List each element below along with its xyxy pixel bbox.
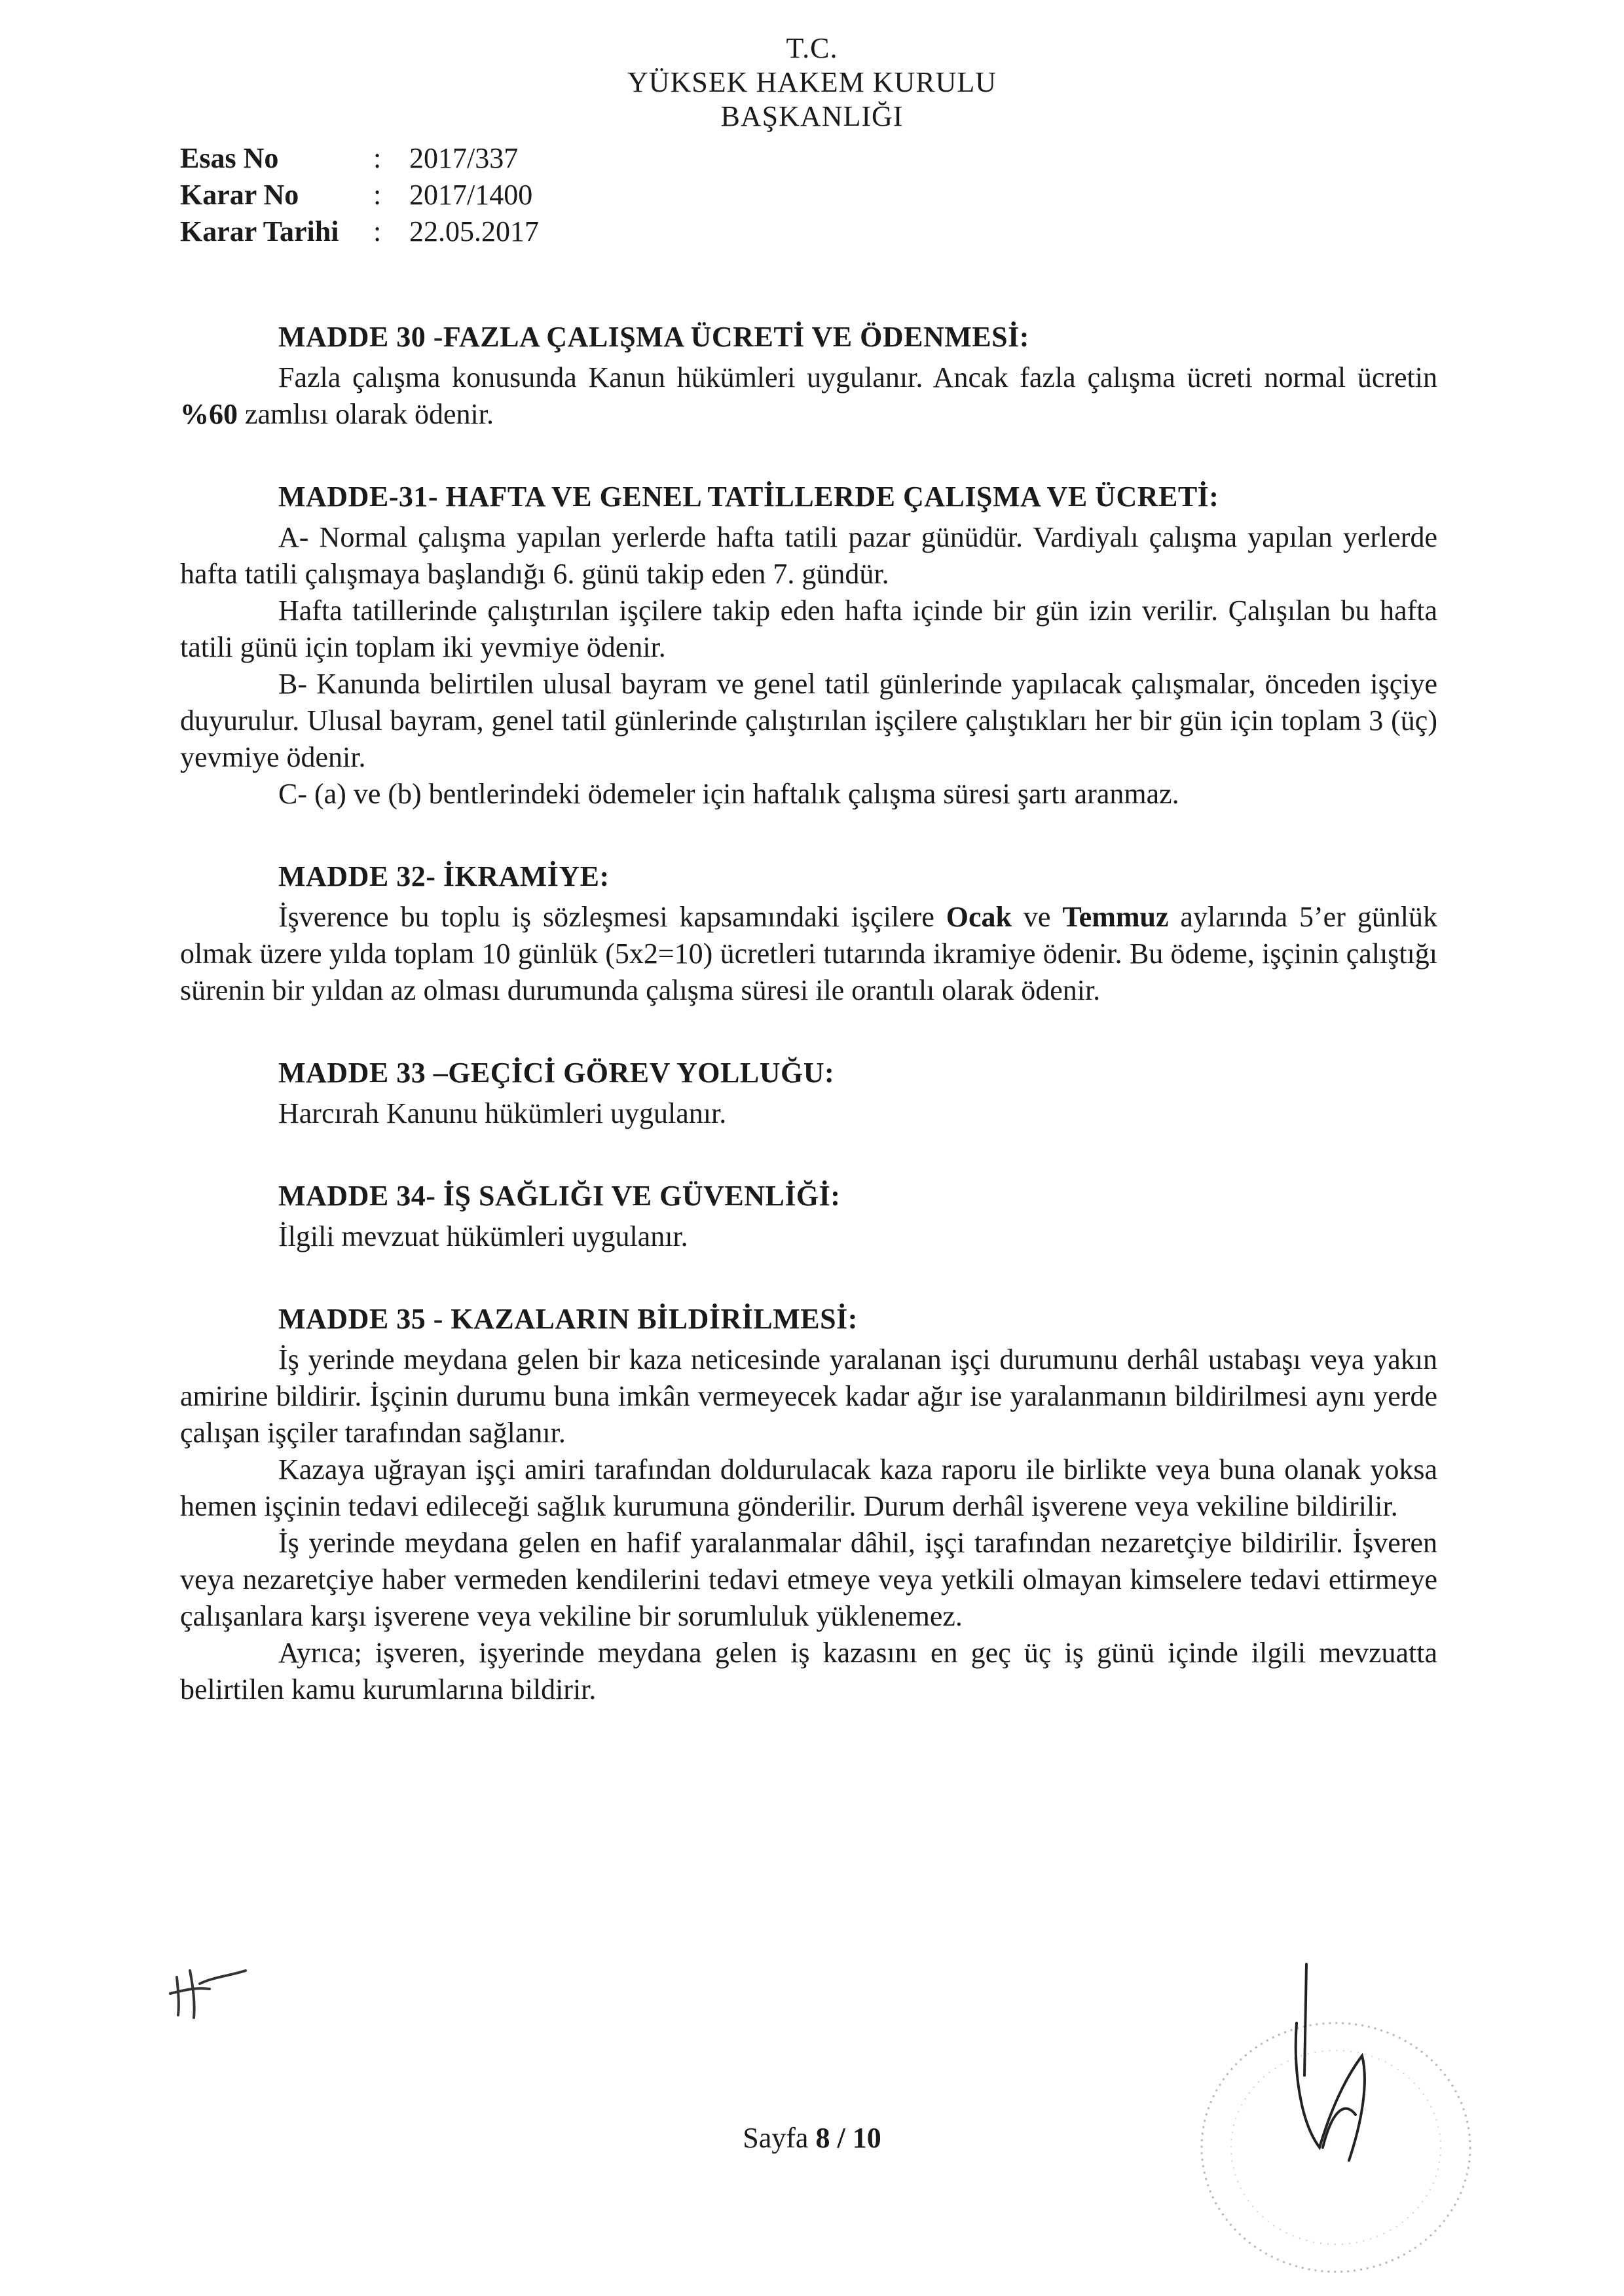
paragraph-text: aylarında 5’er günlük olmak üzere yılda toplam 10 günlük (5x2=10) ücretleri tutarında ikramiye ödenir. Bu ödeme, işçinin çalıştığı sürenin bir yıldan az olması durumunda çalışma süresi ile orantılı olarak ödenir. (180, 901, 1437, 1006)
page-separator: / (837, 2122, 845, 2154)
paragraph-emphasis: Ocak (946, 901, 1012, 933)
paragraph-text: ve (1012, 901, 1063, 933)
article-33 (180, 1055, 1437, 1132)
article-paragraph: A- Normal çalışma yapılan yerlerde hafta tatili pazar günüdür. Vardiyalı çalışma yapılan yerlerde hafta tatili çalışmaya başlandığı 6. günü takip eden 7. gündür. (180, 521, 1437, 590)
case-info (180, 140, 606, 250)
article-34 (180, 1178, 1437, 1255)
article-paragraph: B- Kanunda belirtilen ulusal bayram ve genel tatil günlerinde yapılacak çalışmalar, önceden işçiye duyurulur. Ulusal bayram, genel tatil günlerinde çalıştırılan işçilere çalıştıkları her bir gün için toplam 3 (üç) yevmiye ödenir. (180, 668, 1437, 773)
paragraph-text: Fazla çalışma konusunda Kanun hükümleri uygulanır. Ancak fazla çalışma ücreti normal ücretin (278, 361, 1437, 393)
paragraph-text: İşverence bu toplu iş sözleşmesi kapsamındaki işçilere (278, 901, 946, 933)
article-title: MADDE 35 - KAZALARIN BİLDİRİLMESİ: (278, 1303, 858, 1335)
header-institution: YÜKSEK HAKEM KURULU (627, 66, 997, 98)
paragraph-emphasis: %60 (180, 398, 238, 430)
case-colon: : (373, 179, 382, 211)
article-title: MADDE 34- İŞ SAĞLIĞI VE GÜVENLİĞİ: (278, 1180, 841, 1212)
article-title: MADDE-31- HAFTA VE GENEL TATİLLERDE ÇALIŞMA VE ÜCRETİ: (278, 481, 1219, 513)
paragraph-text: zamlısı olarak ödenir. (238, 398, 494, 430)
article-paragraph: İş yerinde meydana gelen en hafif yaralanmalar dâhil, işçi tarafından nezaretçiye bildirilir. İşveren veya nezaretçiye haber vermeden kendilerini tedavi etmeye veya yetkili olmayan kimselere tedavi ettirmeye çalışanlara karşı işverene veya vekiline bir sorumluluk yüklenemez. (180, 1527, 1437, 1632)
article-paragraph: C- (a) ve (b) bentlerindeki ödemeler için haftalık çalışma süresi şartı aranmaz. (278, 778, 1179, 810)
article-paragraph: Hafta tatillerinde çalıştırılan işçilere takip eden hafta içinde bir gün izin verilir. Çalışılan bu hafta tatili günü için toplam iki yevmiye ödenir. (180, 594, 1437, 663)
paragraph-emphasis: Temmuz (1062, 901, 1169, 933)
case-row-karar (180, 177, 606, 213)
case-label: Karar No (180, 179, 299, 211)
article-paragraph: İlgili mevzuat hükümleri uygulanır. (278, 1220, 688, 1252)
page-total: 10 (852, 2122, 881, 2154)
article-title: MADDE 30 -FAZLA ÇALIŞMA ÜCRETİ VE ÖDENMESİ: (278, 321, 1029, 353)
article-title: MADDE 32- İKRAMİYE: (278, 860, 610, 892)
document-header (0, 31, 1624, 134)
case-colon: : (373, 215, 382, 247)
case-row-tarih (180, 213, 606, 250)
article-32 (180, 858, 1437, 1009)
page-number (0, 2120, 1624, 2157)
document-body (180, 319, 1437, 1708)
case-colon: : (373, 142, 382, 174)
case-value: 22.05.2017 (409, 215, 539, 247)
case-label: Esas No (180, 142, 279, 174)
case-label: Karar Tarihi (180, 215, 339, 247)
article-paragraph: Ayrıca; işveren, işyerinde meydana gelen iş kazasını en geç üç iş günü içinde ilgili mevzuatta belirtilen kamu kurumlarına bildirir. (180, 1637, 1437, 1705)
article-paragraph: İş yerinde meydana gelen bir kaza neticesinde yaralanan işçi durumunu derhâl ustabaşı veya yakın amirine bildirir. İşçinin durumu buna imkân vermeyecek kadar ağır ise yaralanmanın bildirilmesi aynı yerde çalışan işçiler tarafından sağlanır. (180, 1343, 1437, 1449)
article-paragraph (180, 359, 1437, 433)
article-paragraph: Kazaya uğrayan işçi amiri tarafından doldurulacak kaza raporu ile birlikte veya buna olanak yoksa hemen işçinin tedavi edileceği sağlık kurumuna gönderilir. Durum derhâl işverene veya vekiline bildirilir. (180, 1453, 1437, 1522)
article-title: MADDE 33 –GEÇİCİ GÖREV YOLLUĞU: (278, 1057, 835, 1089)
page-word: Sayfa (743, 2122, 809, 2154)
article-31 (180, 479, 1437, 812)
article-35 (180, 1301, 1437, 1708)
article-paragraph (180, 899, 1437, 1009)
header-office: BAŞKANLIĞI (720, 100, 904, 132)
header-country: T.C. (786, 32, 838, 64)
article-30 (180, 319, 1437, 433)
case-value: 2017/1400 (409, 179, 533, 211)
handwritten-initial-icon (164, 1958, 255, 2023)
case-value: 2017/337 (409, 142, 519, 174)
case-row-esas (180, 140, 606, 177)
article-paragraph: Harcırah Kanunu hükümleri uygulanır. (278, 1097, 727, 1129)
page-current: 8 (815, 2122, 830, 2154)
